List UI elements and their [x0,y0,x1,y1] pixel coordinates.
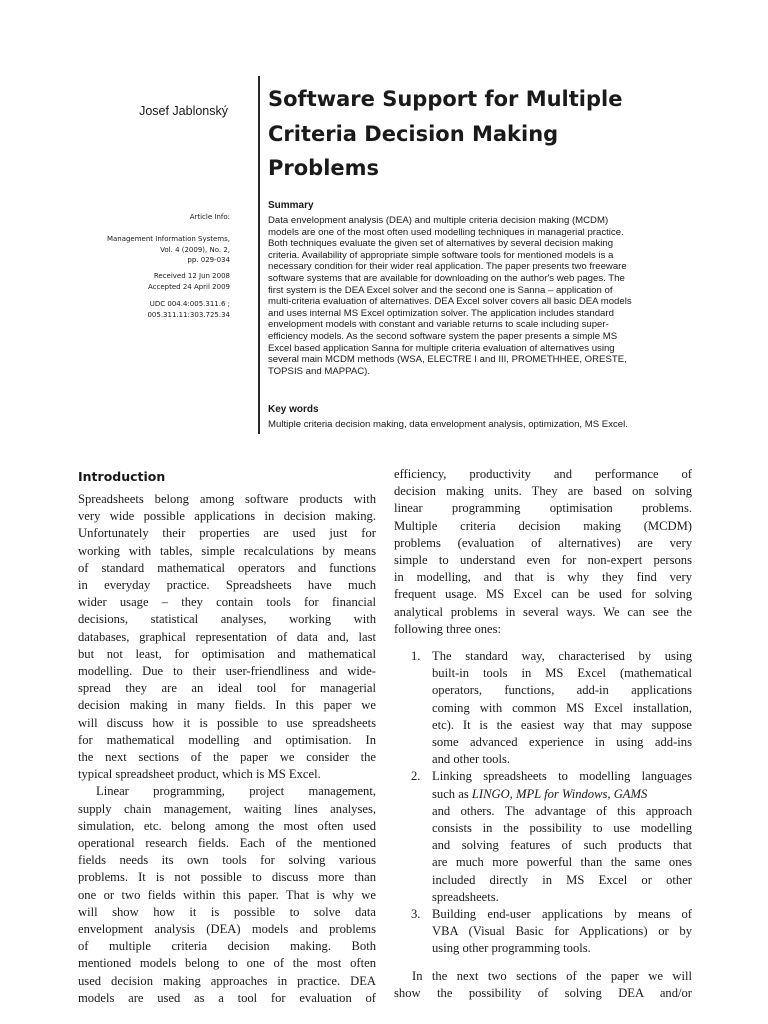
keywords-text: Multiple criteria decision making, data envelopment analysis, optimization, MS Excel. [268,419,628,430]
journal-info: Management Information Systems, Vol. 4 (2009), No. 2, pp. 029-034 [106,235,230,264]
udc-code: UDC 004.4:005.311.6 ; 005.311.11:303.725.34 [147,300,230,319]
author-name: Josef Jablonský [139,104,228,118]
list-item: 3. Building end-user applications by means of VBA (Visual Basic for Applications) or by using other programming tools. [411,907,692,956]
list-item: 1. The standard way, characterised by using built-in tools in MS Excel (mathematical operators, functions, add-in applications coming with common MS Excel installation, etc). It is the easiest way that may suppose some advanced experience in using add-ins and other tools. [411,649,692,767]
article-info-label: Article Info: [189,213,230,221]
vertical-divider [258,76,260,434]
list-item: 2. Linking spreadsheets to modelling languages such as LINGO, MPL for Windows, GAMS and others. The advantage of this approach consists in the possibility to use modelling and solving features of such products that are much more powerful than the same ones included directly in MS Excel or other spreadsheets. [411,769,692,904]
keywords-heading: Key words [268,404,319,415]
article-dates: Received 12 Jun 2008 Accepted 24 April 2009 [147,272,230,291]
summary-heading: Summary [268,200,314,211]
summary-text: Data envelopment analysis (DEA) and multiple criteria decision making (MCDM) models are one of the most often used modelling techniques in managerial practice. Both techniques evaluate the given set of alternatives by several decision making criteria. Availability of appropriate simple software tools for mentioned models is a necessary condition for their wider real application. The paper presents two freeware software systems that are available for downloading on the author's web pages. The first system is the DEA Excel solver and the second one is Sanna – application of multi-criteria evaluation of alternatives. DEA Excel solver covers all basic DEA models and uses internal MS Excel optimization solver. The application includes standard envelopment models with constant and variable returns to scale including super- efficiency models. As the second software system the paper presents a simple MS Excel based application Sanna for multiple criteria evaluation of alternatives using several main MCDM methods (WSA, ELECTRE I and III, PROMETHHEE, ORESTE, TOPSIS and MAPPAC). [268,215,632,377]
paper-title: Software Support for Multiple Criteria Decision Making Problems [268,87,623,180]
column-right: efficiency, productivity and performance of decision making units. They are based on solving linear programming optimisation problems. Multiple criteria decision making (MCDM) problems (evaluation of alternatives) are very simple to understand even for non-expert persons in modelling, and that is why they find very frequent usage. MS Excel can be used for solving analytical problems in several ways. We can see the following three ones: 1. The standard way, characterised by using built-in tools in MS Excel (mathematical operators, functions, add-in applications coming with common MS Excel installation, etc). It is the easiest way that may suppose some advanced experience in using add-ins and other tools. 2. Linking spreadsheets to modelling languages such as LINGO, MPL for Windows, GAMS and others. The advantage of this approach consists in the possibility to use modelling and solving features of such products that are much more powerful than the same ones included directly in MS Excel or other spreadsheets. 3. Building end-user applications by means of VBA (Visual Basic for Applications) or by using other programming tools. In the next two sections of the paper we will show the possibility of solving DEA and/or [394,467,692,1000]
column-left: Spreadsheets belong among software products with very wide possible applications in decision making. Unfortunately their properties are used just for working with tables, simple recalculations by means of standard mathematical operators and functions in everyday practice. Spreadsheets have much wider usage – they contain tools for financial decisions, statistical analyses, working with databases, graphical representation of data and, last but not least, for optimisation and mathematical modelling. Due to their user-friendliness and wide- spread they are an ideal tool for managerial decision making in many fields. In this paper we will discuss how it is possible to use spreadsheets for mathematical modelling and optimisation. In the next sections of the paper we consider the typical spreadsheet product, which is MS Excel. Linear programming, project management, supply chain management, waiting lines analyses, simulation, etc. belong among the most often used operational research fields. Each of the mentioned fields needs its own tools for solving various problems. It is not possible to discuss more than one or two fields within this paper. That is why we will show how it is possible to solve data envelopment analysis (DEA) models and problems of multiple criteria decision making. Both mentioned models belong to one of the most often used decision making approaches in practice. DEA models are used as a tool for evaluation of [78,492,376,1005]
introduction-heading: Introduction [78,469,166,484]
